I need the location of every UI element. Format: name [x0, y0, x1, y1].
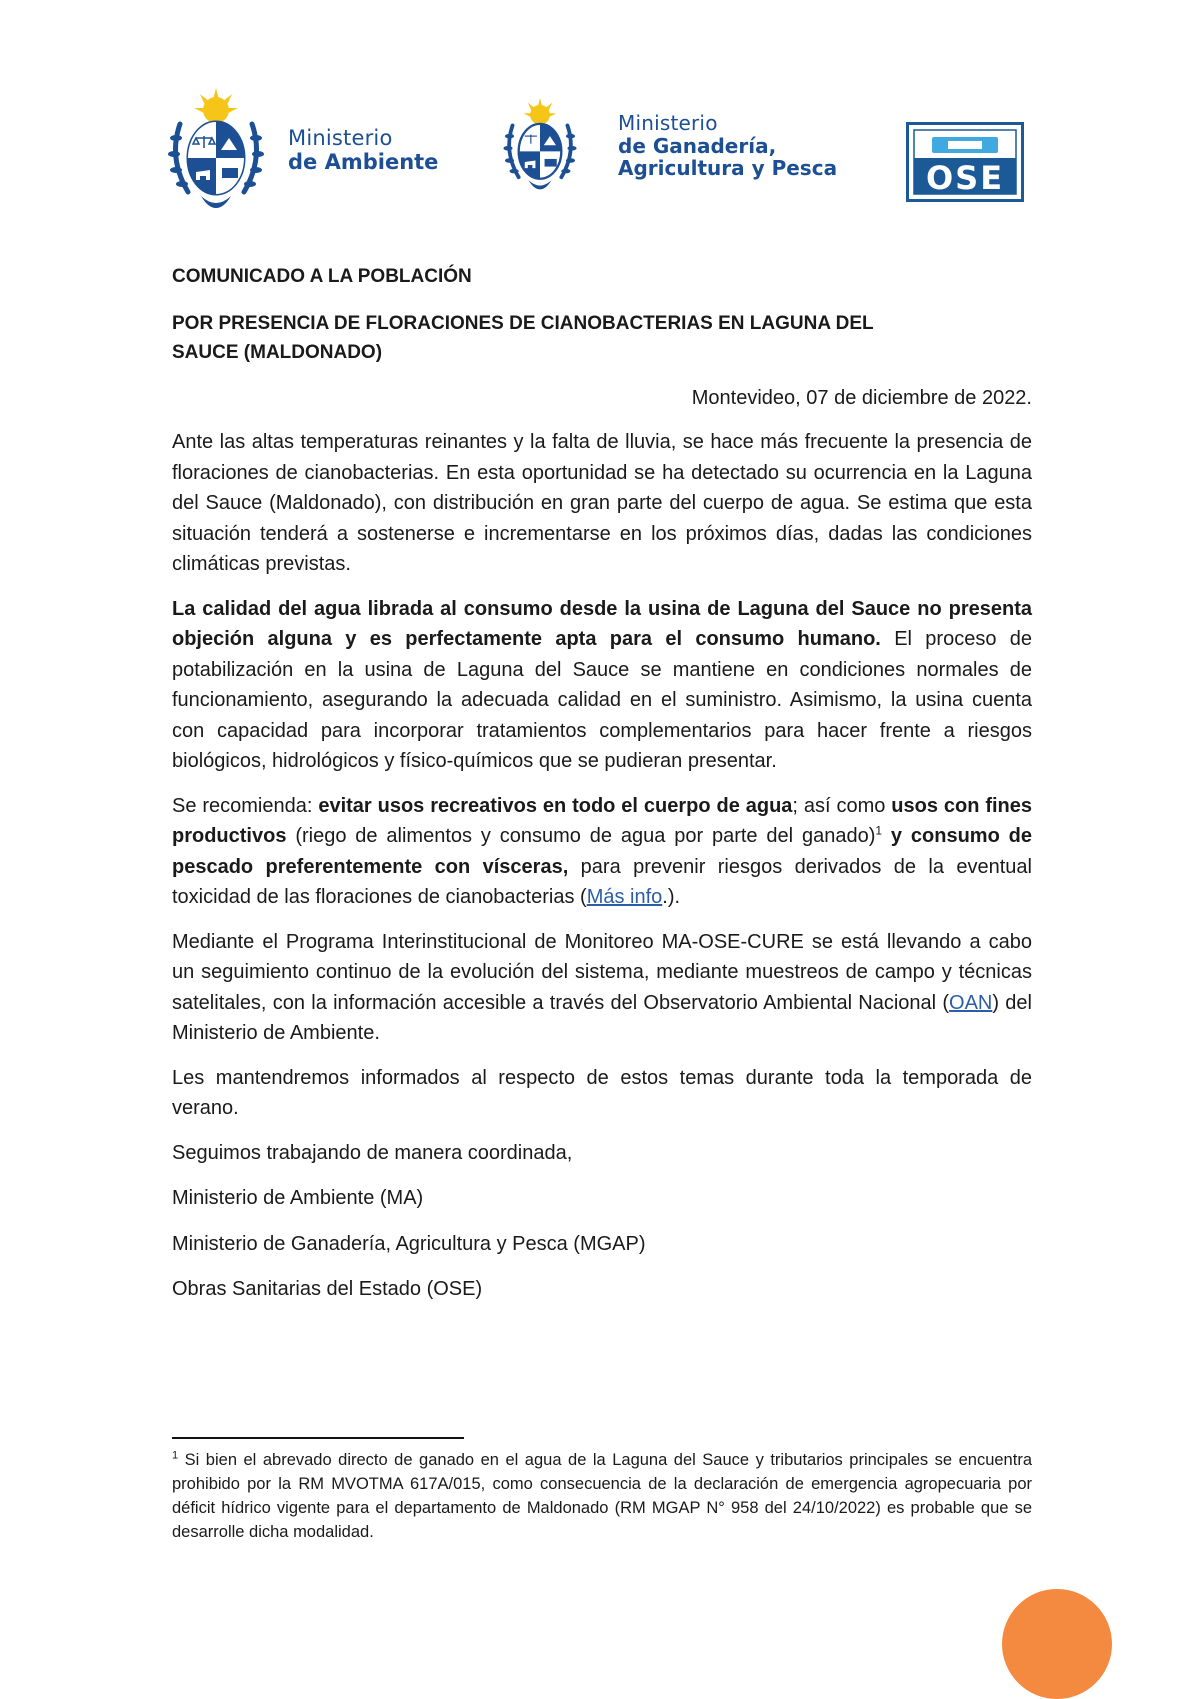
- floating-action-button[interactable]: [1002, 1589, 1112, 1699]
- footnote-text: Si bien el abrevado directo de ganado en el agua de la Laguna del Sauce y tributarios principales se encuentra prohibido por la RM MVOTMA 617A/015, como consecuencia de la declaración de emergencia agropecuaria por déficit hídrico vigente para el departamento de Maldonado (RM MGAP N° 958 del 24/10/2022) es probable que se desarrolle dicha modalidad.: [172, 1451, 1032, 1541]
- document-date: Montevideo, 07 de diciembre de 2022.: [691, 386, 1032, 409]
- paragraph-keep-informed: Les mantendremos informados al respecto de estos temas durante toda la temporada de verano.: [172, 1066, 1032, 1119]
- bold-text: La calidad del agua librada al consumo desde la usina de Laguna del Sauce no presenta objeción alguna y es perfectamente apta para el consumo humano.: [172, 597, 1032, 650]
- document-body: [172, 262, 1032, 1305]
- text: Se recomienda:: [172, 794, 319, 817]
- signatory-ma: Ministerio de Ambiente (MA): [172, 1187, 424, 1209]
- text: ; así como: [792, 794, 892, 817]
- text: para prevenir riesgos derivados de la eventual toxicidad de las floraciones de cianobacterias (: [172, 855, 1032, 908]
- bold-text: usos con fines productivos: [172, 794, 1032, 847]
- paragraph-intro: Ante las altas temperaturas reinantes y la falta de lluvia, se hace más frecuente la presencia de floraciones de cianobacterias. En esta oportunidad se ha detectado su ocurrencia en la Laguna del Sauce (Maldonado), con distribución en gran parte del cuerpo de agua. Se estima que esta situación tenderá a sostenerse e incrementarse en los próximos días, dadas las condiciones climáticas previstas.: [172, 431, 1032, 575]
- text: ) del Ministerio de Ambiente.: [172, 991, 1032, 1044]
- heading-comunicado: COMUNICADO A LA POBLACIÓN: [172, 266, 472, 287]
- coat-of-arms-icon: [498, 98, 582, 194]
- logo-line: de Ambiente: [288, 150, 439, 174]
- paragraph-monitoring: [172, 927, 1032, 1049]
- closing-line: Seguimos trabajando de manera coordinada,: [172, 1141, 573, 1164]
- logo-ministerio-mgap: [498, 98, 837, 194]
- mas-info-link[interactable]: Más info: [586, 886, 663, 908]
- logo-text-ambiente: [288, 127, 438, 174]
- footnote-divider: [172, 1437, 464, 1439]
- bold-text: evitar usos recreativos en todo el cuerpo de agua: [318, 794, 793, 817]
- signatory-ose: Obras Sanitarias del Estado (OSE): [172, 1278, 483, 1300]
- ose-logo-text: OSE: [925, 159, 1005, 197]
- signatory-mgap: Ministerio de Ganadería, Agricultura y Pesca (MGAP): [172, 1232, 646, 1255]
- logo-ose: [906, 122, 1024, 202]
- logo-line: Ministerio: [618, 111, 718, 136]
- logo-ministerio-ambiente: [166, 88, 438, 214]
- bold-text: y consumo de pescado preferentemente con vísceras,: [172, 825, 1033, 878]
- text: .).: [662, 886, 681, 908]
- text: (riego de alimentos y consumo de agua por parte del ganado): [286, 825, 876, 847]
- signatories: [172, 1183, 1032, 1305]
- text: Mediante el Programa Interinstitucional de Monitoreo MA-OSE-CURE se está llevando a cabo un seguimiento continuo de la evolución del sistema, mediante muestreos de campo y técnicas satelitales, con la información accesible a través del Observatorio Ambiental Nacional (: [172, 930, 1032, 1014]
- paragraph-recommendations: [172, 791, 1032, 913]
- heading-subject: POR PRESENCIA DE FLORACIONES DE CIANOBACTERIAS EN LAGUNA DEL SAUCE (MALDONADO): [172, 312, 874, 363]
- logo-line: Agricultura y Pesca: [618, 156, 838, 181]
- paragraph-water-quality: [172, 594, 1032, 777]
- coat-of-arms-icon: [166, 88, 266, 214]
- oan-link[interactable]: OAN: [949, 991, 993, 1014]
- logo-line: de Ganadería,: [618, 133, 777, 158]
- footnote: [172, 1448, 1032, 1544]
- footnote-mark: 1: [172, 1449, 179, 1462]
- ose-logo-icon: [906, 122, 1024, 202]
- logo-line: Ministerio: [288, 126, 393, 151]
- footnote-reference[interactable]: 1: [875, 823, 883, 838]
- logo-text-mgap: [618, 112, 837, 179]
- text: El proceso de potabilización en la usina de Laguna del Sauce se mantiene en condiciones normales de funcionamiento, asegurando la adecuada calidad en el suministro. Asimismo, la usina cuenta con capacidad para incorporar tratamientos complementarios para hacer frente a riesgos biológicos, hidrológicos y físico-químicos que se pudieran presentar.: [172, 628, 1032, 772]
